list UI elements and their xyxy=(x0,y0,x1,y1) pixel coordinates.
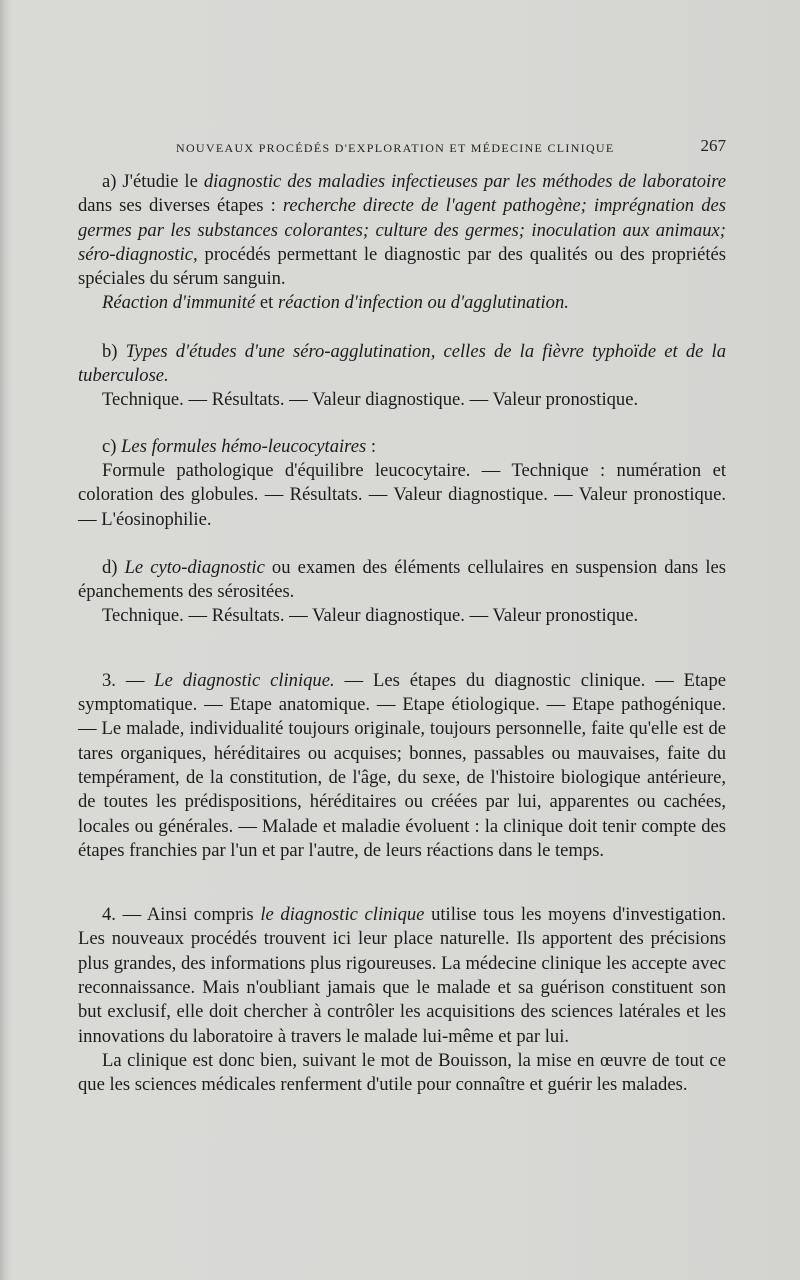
text-run: c) xyxy=(102,435,122,457)
italic-run: diagnostic des maladies infectieuses par les méthodes de laboratoire xyxy=(203,171,727,192)
section-c-title xyxy=(78,435,726,459)
text-run: procédés permettant le diagnostic par des qualités ou des propriétés spéciales du sérum sanguin. xyxy=(78,243,726,290)
italic-run: le diagnostic clinique xyxy=(260,904,425,926)
text-run: 3. — xyxy=(102,669,155,691)
italic-run: Le diagnostic clinique. xyxy=(154,669,335,691)
text-run: a) J'étudie le xyxy=(102,171,204,192)
page-body xyxy=(78,170,726,1098)
text-run: 4. — Ainsi compris xyxy=(102,904,261,926)
italic-run: Réaction d'immunité xyxy=(102,292,256,314)
section-4-paragraph xyxy=(78,903,726,1049)
italic-run: Le cyto-diagnostic xyxy=(124,556,265,578)
italic-run: réaction d'infection ou d'agglutination. xyxy=(277,292,569,314)
section-4-conclusion: La clinique est donc bien, suivant le mot de Bouisson, la mise en œuvre de tout ce que les sciences médicales renferment d'utile pour connaître et guérir les malades. xyxy=(78,1049,726,1096)
italic-run: Les formules hémo-leucocytaires xyxy=(121,435,367,457)
text-run: : xyxy=(366,435,377,457)
section-3-paragraph xyxy=(78,669,726,863)
section-d-paragraph xyxy=(78,556,726,605)
section-a-paragraph xyxy=(78,170,726,291)
text-run: utilise tous les moyens d'investigation. Les nouveaux procédés trouvent ici leur place naturelle. Ils apportent des précisions plus grandes, des informations plus rigoureuses. La médecine clinique les accepte avec reconnaissance. Mais n'oubliant jamais que le malade et sa guérison constituent son but exclusif, elle doit chercher à contrôler les acquisitions des sciences latérales et les innovations du laboratoire à travers le malade lui-même et par lui. xyxy=(78,904,726,1047)
text-run: dans ses diverses étapes : xyxy=(78,195,283,217)
section-b-technique: Technique. — Résultats. — Valeur diagnostique. — Valeur pronostique. xyxy=(102,389,639,411)
section-c-paragraph: Formule pathologique d'équilibre leucocytaire. — Technique : numération et coloration des globules. — Résultats. — Valeur diagnostique. — Valeur pronostique. — L'éosinophilie. xyxy=(78,459,726,530)
text-run: et xyxy=(255,292,278,314)
text-run: b) xyxy=(102,340,126,362)
text-run: d) xyxy=(102,556,125,578)
section-a-reactions xyxy=(78,291,726,315)
running-title: NOUVEAUX PROCÉDÉS D'EXPLORATION ET MÉDECINE CLINIQUE xyxy=(176,141,615,155)
text-run: — Les étapes du diagnostic clinique. — Etape symptomatique. — Etape anatomique. — Etape étiologique. — Etape pathogénique. — Le malade, individualité toujours originale, toujours personnelle, faite qu'elle est de tares organiques, héréditaires ou acquises; bonnes, passables ou mauvaises, faite du tempérament, de la constitution, de l'âge, du sexe, de l'histoire biologique antérieure, de toutes les prédispositions, héréditaires ou créées par lui, apparentes ou cachées, locales ou générales. — Malade et maladie évoluent : la clinique doit tenir compte des étapes franchies par l'un et par l'autre, de leurs réactions dans le temps. xyxy=(78,669,726,861)
italic-run: recherche directe de l'agent pathogène; imprégnation des germes par les substances colorantes; culture des germes; inoculation aux animaux; séro-diagnostic, xyxy=(78,195,726,265)
section-b-paragraph xyxy=(78,340,726,389)
italic-run: Types d'études d'une séro-agglutination, celles de la fièvre typhoïde et de la tuberculose. xyxy=(78,340,726,387)
text-run: ou examen des éléments cellulaires en suspension dans les épanchements des sérositées. xyxy=(78,556,727,603)
running-header xyxy=(176,136,726,160)
page-number: 267 xyxy=(700,136,726,155)
section-d-technique: Technique. — Résultats. — Valeur diagnostique. — Valeur pronostique. xyxy=(102,605,639,627)
